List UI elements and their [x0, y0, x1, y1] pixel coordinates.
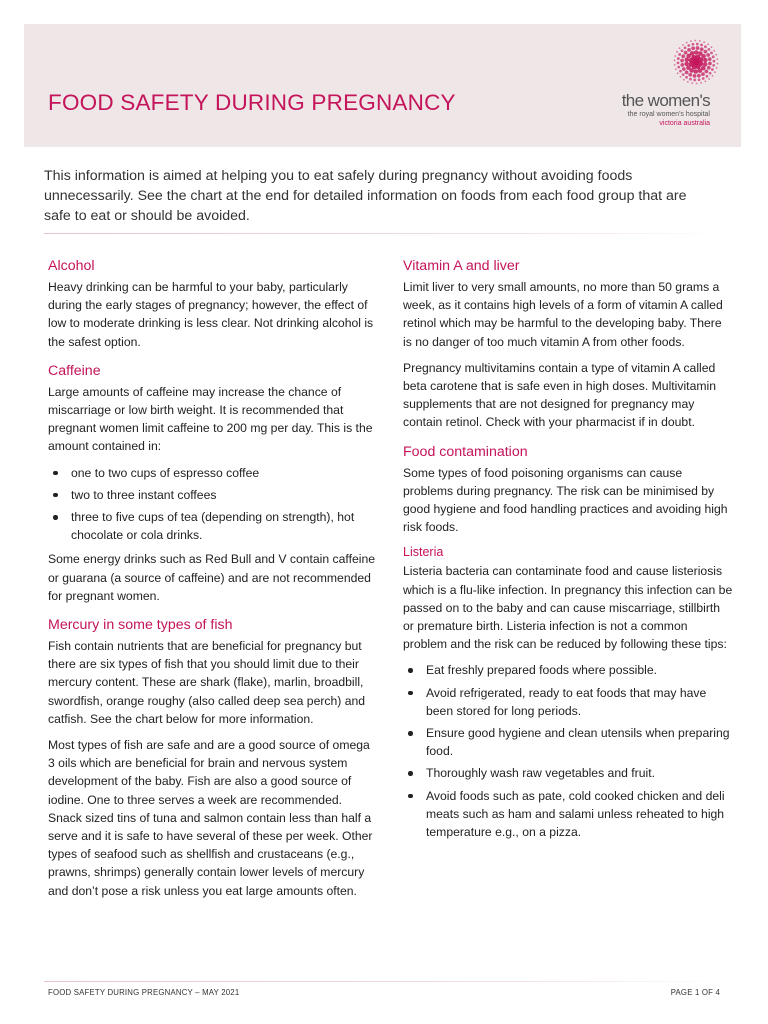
heading-mercury: Mercury in some types of fish: [48, 617, 233, 634]
list-item: Avoid foods such as pate, cold cooked chicken and deli meats such as ham and salami unless reheated to high temperature e.g., on a pizza.: [403, 787, 733, 842]
section-alcohol: [48, 256, 378, 351]
footer-page-number: PAGE 1 OF 4: [670, 988, 720, 997]
mercury-text-1: Fish contain nutrients that are beneficial for pregnancy but there are six types of fish that you should limit due to their mercury content. These are shark (flake), marlin, broadbill, swordfish, orange roughy (also called deep sea perch) and catfish. See the chart below for more information.: [48, 639, 366, 726]
heading-food-contamination: Food contamination: [403, 443, 528, 460]
intro-paragraph: This information is aimed at helping you to eat safely during pregnancy without avoiding foods unnecessarily. See the chart at the end for detailed information on foods from each food group that are safe to eat or should be avoided.: [44, 168, 687, 224]
divider-bottom: [44, 981, 728, 982]
heading-caffeine: Caffeine: [48, 362, 101, 379]
section-listeria: [403, 544, 733, 841]
list-item: Eat freshly prepared foods where possible.: [403, 661, 733, 679]
header-banner: [24, 24, 741, 147]
mercury-text-2: Most types of fish are safe and are a good source of omega 3 oils which are beneficial for brain and nervous system development of the baby. Fish are also a good source of iodine. One to three serves a week are recommended. Snack sized tins of tuna and salmon contain less than half a serve and it is safe to have several of these per week. Other types of seafood such as shellfish and crustaceans (e.g., prawns, shrimps) generally contain lower levels of mercury and don’t pose a risk unless you eat large amounts often.: [48, 738, 373, 898]
starburst-logo-icon: [672, 38, 720, 86]
divider-top: [44, 233, 728, 234]
logo-name: the women's: [621, 91, 710, 110]
vitamin-a-text-2: Pregnancy multivitamins contain a type of vitamin A called beta carotene that is safe even in high doses. Multivitamin supplements that are not designed for pregnancy may contain retinol. Check with your pharmacist if in doubt.: [403, 360, 716, 430]
alcohol-text: Heavy drinking can be harmful to your baby, particularly during the early stages of pregnancy; however, the effect of low to moderate drinking is less clear. Not drinking alcohol is the safest option.: [48, 280, 374, 349]
contamination-text: Some types of food poisoning organisms can cause problems during pregnancy. The risk can be minimised by good hygiene and food handling practices and avoiding high risk foods.: [403, 465, 728, 535]
listeria-tips-list: [403, 661, 733, 841]
heading-listeria: Listeria: [403, 545, 444, 560]
list-item: Thoroughly wash raw vegetables and fruit.: [403, 764, 733, 782]
list-item: Ensure good hygiene and clean utensils when preparing food.: [403, 724, 733, 760]
hospital-logo: [614, 38, 734, 138]
listeria-text: Listeria bacteria can contaminate food and cause listeriosis which is a flu-like infection. In pregnancy this infection can be passed on to the baby and can cause miscarriage, stillbirth or premature birth. Listeria infection is not a common problem and the risk can be reduced by following these tips:: [403, 564, 733, 652]
section-caffeine: [48, 361, 378, 605]
heading-vitamin-a: Vitamin A and liver: [403, 258, 520, 274]
left-column: [48, 256, 378, 908]
caffeine-text: Large amounts of caffeine may increase the chance of miscarriage or low birth weight. It is recommended that pregnant women limit caffeine to 200 mg per day. This is the amount contained in:: [48, 384, 373, 454]
list-item: one to two cups of espresso coffee: [48, 464, 378, 482]
section-vitamin-a: [403, 256, 733, 432]
list-item: two to three instant coffees: [48, 486, 378, 504]
caffeine-list: [48, 464, 378, 545]
energy-drinks-text: Some energy drinks such as Red Bull and V contain caffeine or guarana (a source of caffeine) and are not recommended for pregnant women.: [48, 552, 375, 603]
section-mercury: [48, 615, 378, 900]
logo-subtitle: the royal women's hospital: [627, 111, 710, 118]
list-item: three to five cups of tea (depending on strength), hot chocolate or cola drinks.: [48, 508, 378, 544]
list-item: Avoid refrigerated, ready to eat foods that may have been stored for long periods.: [403, 684, 733, 720]
right-column: [403, 256, 733, 847]
logo-location: victoria australia: [659, 120, 710, 127]
heading-alcohol: Alcohol: [48, 258, 95, 274]
page-title: FOOD SAFETY DURING PREGNANCY: [48, 90, 456, 115]
vitamin-a-text-1: Limit liver to very small amounts, no more than 50 grams a week, as it contains high levels of a form of vitamin A called retinol which may be harmful to the developing baby. There is no danger of too much vitamin A from other foods.: [403, 280, 723, 349]
section-food-contamination: [403, 442, 733, 537]
footer-document-title: FOOD SAFETY DURING PREGNANCY – MAY 2021: [48, 988, 240, 997]
